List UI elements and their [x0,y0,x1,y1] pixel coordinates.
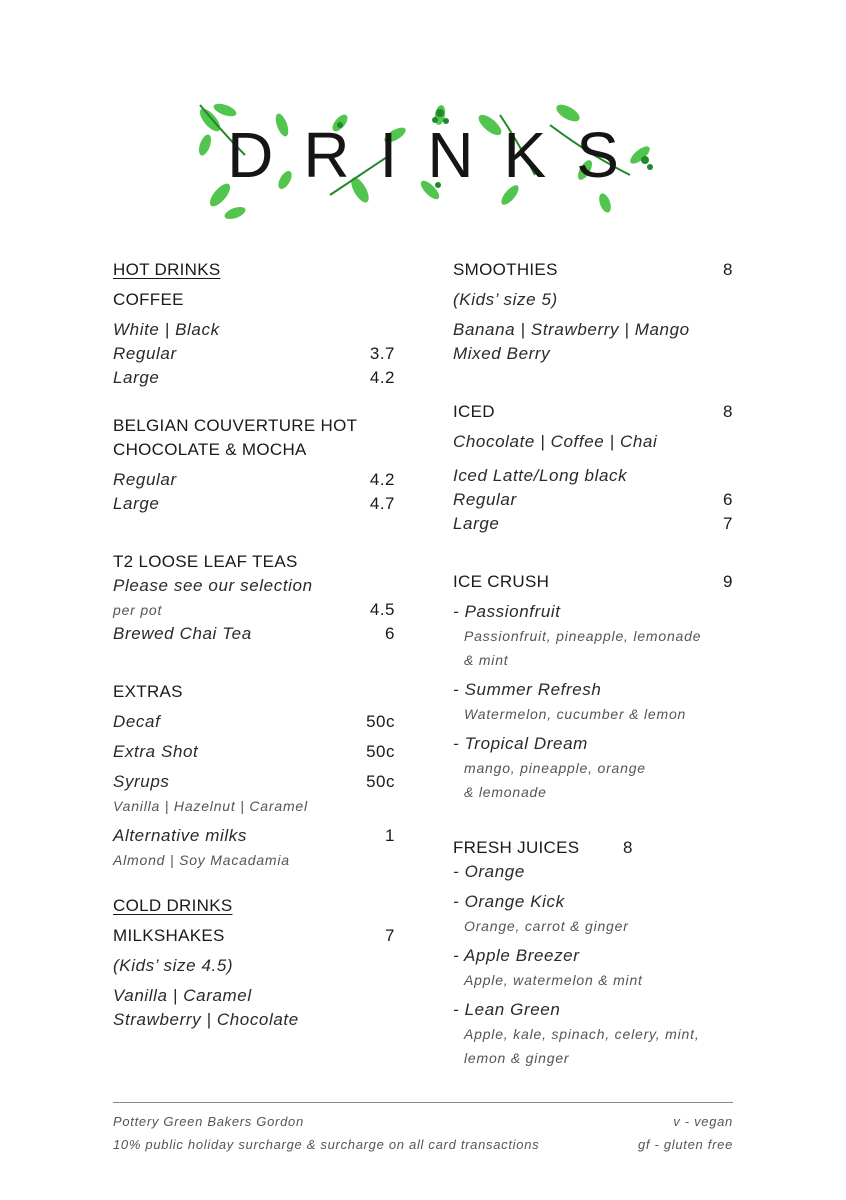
juices-row [453,836,733,860]
teas-per-pot-label: per pot [113,602,163,618]
iced-large-price: 7 [723,514,733,533]
page-title: DRINKS [227,119,649,191]
ice-crush-row [453,570,733,594]
smoothies-kids: (Kids’ size 5) [453,290,558,309]
juice-item-name: - Orange [453,862,525,881]
extra-shot-price: 50c [366,742,395,761]
right-column [453,258,733,1070]
iced-regular-row [453,488,733,512]
extra-shot-label: Extra Shot [113,742,199,761]
smoothies-row [453,258,733,282]
ice-crush-item-name: - Summer Refresh [453,680,602,699]
extras-heading: EXTRAS [113,682,183,701]
chai-label: Brewed Chai Tea [113,624,252,643]
milks-price: 1 [385,826,395,845]
syrups-price: 50c [366,772,395,791]
ice-crush-item-desc: & mint [464,652,509,668]
milkshakes-heading: MILKSHAKES [113,926,225,945]
juice-item-desc: Orange, carrot & ginger [464,918,629,934]
extra-shot-row [113,740,395,764]
business-name: Pottery Green Bakers Gordon [113,1114,304,1129]
coffee-large-row [113,366,395,390]
coffee-regular-label: Regular [113,344,177,363]
coffee-regular-row [113,342,395,366]
cold-drinks-heading: COLD DRINKS [113,896,233,915]
decaf-label: Decaf [113,712,161,731]
coffee-regular-price: 3.7 [369,344,395,363]
smoothies-heading: SMOOTHIES [453,260,558,279]
gluten-free-legend: gf - gluten free [637,1137,733,1152]
juices-heading: FRESH JUICES [453,838,580,857]
iced-large-label: Large [453,514,500,533]
ice-crush-item-desc: & lemonade [464,784,547,800]
iced-row [453,400,733,424]
chocolate-large-row [113,492,395,516]
chocolate-regular-price: 4.2 [369,470,395,489]
milkshakes-price: 7 [385,926,395,945]
juice-item-name: - Lean Green [453,1000,561,1019]
milkshakes-flavours-2: Strawberry | Chocolate [113,1010,299,1029]
teas-note: Please see our selection [113,576,313,595]
teas-per-pot-price: 4.5 [369,600,395,619]
smoothies-flavours-2: Mixed Berry [453,344,551,363]
syrups-label: Syrups [113,772,170,791]
footer-legend [638,1110,733,1156]
chocolate-regular-label: Regular [113,470,177,489]
smoothies-flavours-1: Banana | Strawberry | Mango [453,320,690,339]
ice-crush-price: 9 [723,572,733,591]
chocolate-regular-row [113,468,395,492]
coffee-types: White | Black [113,320,220,339]
chai-row [113,622,395,646]
chai-price: 6 [385,624,395,643]
iced-regular-label: Regular [453,490,517,509]
ice-crush-item-desc: Passionfruit, pineapple, lemonade [464,628,702,644]
footer-left [113,1110,539,1156]
chocolate-heading-1: BELGIAN COUVERTURE HOT [113,416,358,435]
chocolate-large-label: Large [113,494,160,513]
chocolate-large-price: 4.7 [369,494,395,513]
iced-latte: Iced Latte/Long black [453,466,628,485]
milkshakes-kids: (Kids’ size 4.5) [113,956,234,975]
vegan-legend: v - vegan [673,1114,733,1129]
iced-heading: ICED [453,402,495,421]
hot-drinks-heading: HOT DRINKS [113,260,221,279]
teas-heading: T2 LOOSE LEAF TEAS [113,552,298,571]
coffee-large-price: 4.2 [369,368,395,387]
iced-regular-price: 6 [723,490,733,509]
iced-large-row [453,512,733,536]
ice-crush-heading: ICE CRUSH [453,572,550,591]
iced-types: Chocolate | Coffee | Chai [453,432,658,451]
juice-item-desc: lemon & ginger [464,1050,570,1066]
coffee-heading: COFFEE [113,290,184,309]
syrups-options: Vanilla | Hazelnut | Caramel [113,798,308,814]
juice-item-desc: Apple, kale, spinach, celery, mint, [464,1026,700,1042]
milks-row [113,824,395,848]
footer-divider [113,1102,733,1103]
surcharge-note: 10% public holiday surcharge & surcharge on all card transactions [113,1137,540,1152]
decaf-price: 50c [366,712,395,731]
smoothies-price: 8 [723,260,733,279]
chocolate-heading-2: CHOCOLATE & MOCHA [113,440,307,459]
juice-item-name: - Apple Breezer [453,946,580,965]
syrups-row [113,770,395,794]
ice-crush-item-desc: Watermelon, cucumber & lemon [464,706,687,722]
teas-per-pot-row [113,598,395,622]
left-column [113,258,395,1032]
milkshakes-flavours-1: Vanilla | Caramel [113,986,252,1005]
juice-item-desc: Apple, watermelon & mint [464,972,643,988]
juices-price: 8 [623,838,633,857]
milks-label: Alternative milks [113,826,247,845]
ice-crush-item-desc: mango, pineapple, orange [464,760,646,776]
iced-price: 8 [723,402,733,421]
milks-options: Almond | Soy Macadamia [113,852,290,868]
juice-item-name: - Orange Kick [453,892,565,911]
coffee-large-label: Large [113,368,160,387]
ice-crush-item-name: - Tropical Dream [453,734,588,753]
decaf-row [113,710,395,734]
milkshakes-row [113,924,395,948]
ice-crush-item-name: - Passionfruit [453,602,561,621]
